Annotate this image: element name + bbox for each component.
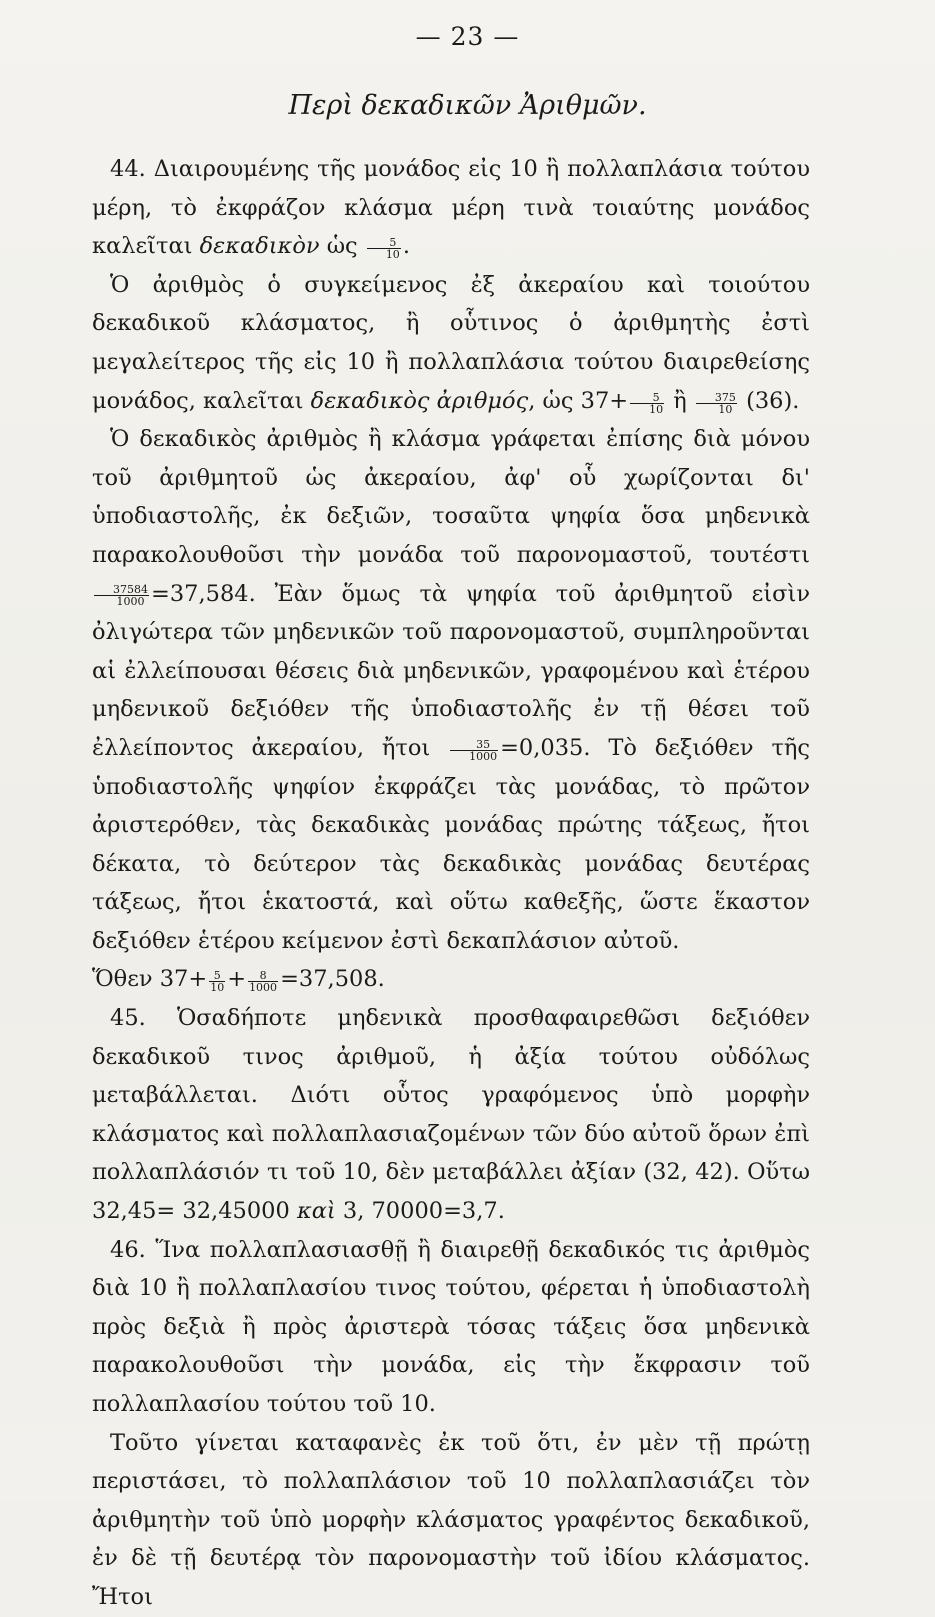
paragraph-46-explanation <box>92 1424 810 1617</box>
fraction-denominator: 1000 <box>450 750 498 762</box>
term-decimal-fraction: δεκαδικὸν <box>199 233 320 260</box>
fraction-numerator: 37584 <box>113 583 148 597</box>
fraction-numerator: 35 <box>476 737 491 751</box>
fraction-375-10 <box>696 392 737 415</box>
fraction-numerator: 8 <box>259 969 267 983</box>
term-decimal-number: δεκαδικὸς ἀριθμός <box>310 387 529 414</box>
page-body <box>92 150 810 1617</box>
fraction-8-1000 <box>248 970 278 993</box>
paragraph-44c-text: Ὁ δεκαδικὸς ἀριθμὸς ἢ κλάσμα γράφεται ἐπίσης διὰ μόνου τοῦ ἀριθμητοῦ ὡς ἀκεραίου, ἀφ' οὗ χωρίζονται δι' ὑποδιαστολῆς, ἐκ δεξιῶν, τοσαῦτα ψηφία ὅσα μηδενικὰ παρακολουθοῦσι τὴν μονάδα τοῦ παρονομαστοῦ, τουτέστι <box>92 426 810 568</box>
paragraph-44b-or: ἢ <box>673 387 687 414</box>
fraction-5-10 <box>209 970 225 993</box>
fraction-denominator: 10 <box>367 248 401 260</box>
section-number-45: 45. <box>110 1005 146 1032</box>
paragraph-44c-end: =0,035. Τὸ δεξιόθεν τῆς ὑποδιαστολῆς ψηφίον ἐκφράζει τὰς μονάδας, τὸ πρῶτον ἀριστερόθεν, τὰς δεκαδικὰς μονάδας πρώτης τάξεως, ἤτοι δέκατα, τὸ δεύτερον τὰς δεκαδικὰς μονάδας δευτέρας τάξεως, ἤτοι ἑκατοστά, καὶ οὕτω καθεξῆς, ὥστε ἕκαστον δεξιόθεν ἑτέρου κείμενον ἐστὶ δεκαπλάσιον αὐτοῦ. <box>92 734 810 954</box>
fraction-denominator: 10 <box>630 403 664 415</box>
section-number-46: 46. <box>110 1236 146 1263</box>
paragraph-44-tail: ὡς <box>326 233 358 260</box>
paragraph-44-definition <box>92 150 810 266</box>
fraction-denominator: 1000 <box>94 595 149 607</box>
paragraph-45-end: 3, 70000=3,7. <box>342 1198 505 1225</box>
section-number-44: 44. <box>110 156 146 182</box>
example-plus: + <box>227 966 247 993</box>
paragraph-44b-text: Ὁ ἀριθμὸς ὁ συγκείμενος ἐξ ἀκεραίου καὶ τοιούτου δεκαδικοῦ κλάσματος, ἢ οὗτινος ὁ ἀριθμητὴς ἐστὶ μεγαλείτερος τῆς εἰς 10 ἢ πολλαπλάσια τούτου διαιρεθείσης μονάδος, καλεῖται <box>92 271 810 414</box>
paragraph-44b-ref: (36). <box>746 387 800 414</box>
paragraph-45-text: Ὁσαδήποτε μηδενικὰ προσθαφαιρεθῶσι δεξιόθεν δεκαδικοῦ τινος ἀριθμοῦ, ἡ ἀξία τούτου οὐδόλως μεταβάλλεται. Διότι οὗτος γραφόμενος ὑπὸ μορφὴν κλάσματος καὶ πολλαπλασιαζομένων τῶν δύο αὐτοῦ ὅρων ἐπὶ πολλαπλάσιόν τι τοῦ 10, δὲν μεταβάλλει ἀξίαν (32, 42). Οὕτω 32,45= 32,45000 <box>92 1005 810 1225</box>
fraction-5-10 <box>630 392 664 415</box>
fraction-numerator: 375 <box>714 390 736 404</box>
example-result: =37,508. <box>280 966 385 993</box>
fraction-denominator: 10 <box>210 981 225 995</box>
fraction-35-1000 <box>450 739 498 762</box>
paragraph-44-notation <box>92 420 810 960</box>
paragraph-44c-middle: =37,584. Ἐὰν ὅμως τὰ ψηφία τοῦ ἀριθμητοῦ εἰσὶν ὀλιγώτερα τῶν μηδενικῶν τοῦ παρονομαστοῦ, συμπληροῦνται αἱ ἐλλείπουσαι θέσεις διὰ μηδενικῶν, γραφομένου καὶ ἑτέρου μηδενικοῦ δεξιόθεν τῆς ὑποδιαστολῆς ἐν τῇ θέσει τοῦ ἐλλείποντος ἀκεραίου, ἤτοι <box>92 580 810 761</box>
fraction-numerator: 5 <box>213 969 221 983</box>
section-heading: Περὶ δεκαδικῶν Ἀριθμῶν. <box>288 90 647 121</box>
paragraph-45-conj: καὶ <box>296 1198 336 1225</box>
fraction-37584-1000 <box>94 584 149 607</box>
fraction-numerator: 5 <box>652 390 660 404</box>
paragraph-44-end: . <box>402 233 410 260</box>
fraction-5-10 <box>367 237 401 260</box>
fraction-denominator: 1000 <box>249 981 278 995</box>
paragraph-44-decimal-number <box>92 266 810 420</box>
paragraph-44-text: Διαιρουμένης τῆς μονάδος εἰς 10 ἢ πολλαπλάσια τούτου μέρη, τὸ ἐκφράζον κλάσμα μέρη τινὰ τοιαύτης μονάδος καλεῖται <box>92 156 811 260</box>
page-number: — 23 — <box>415 22 520 51</box>
paragraph-44b-example: , ὡς 37+ <box>528 387 629 414</box>
fraction-denominator: 10 <box>696 403 737 415</box>
paragraph-46-text: Ἵνα πολλαπλασιασθῇ ἢ διαιρεθῇ δεκαδικός τις ἀριθμὸς διὰ 10 ἢ πολλαπλασίου τινος τούτου, φέρεται ἡ ὑποδιαστολὴ πρὸς δεξιὰ ἢ πρὸς ἀριστερὰ τόσας τάξεις ὅσα μηδενικὰ παρακολουθοῦσι τὴν μονάδα, εἰς τὴν ἔκφρασιν τοῦ πολλαπλασίου τούτου τοῦ 10. <box>92 1236 810 1417</box>
paragraph-44-example <box>92 960 810 999</box>
paragraph-46b-text: Τοῦτο γίνεται καταφανὲς ἐκ τοῦ ὅτι, ἐν μὲν τῇ πρώτῃ περιστάσει, τὸ πολλαπλάσιον τοῦ 10 πολλαπλασιάζει τὸν ἀριθμητὴν τοῦ ὑπὸ μορφὴν κλάσματος γραφέντος δεκαδικοῦ, ἐν δὲ τῇ δευτέρᾳ τὸν παρονομαστὴν τοῦ ἰδίου κλάσματος. Ἤτοι <box>92 1429 810 1610</box>
fraction-numerator: 5 <box>389 236 397 250</box>
example-start: Ὅθεν 37+ <box>92 966 208 993</box>
paragraph-45 <box>92 999 810 1231</box>
paragraph-46 <box>92 1231 810 1424</box>
